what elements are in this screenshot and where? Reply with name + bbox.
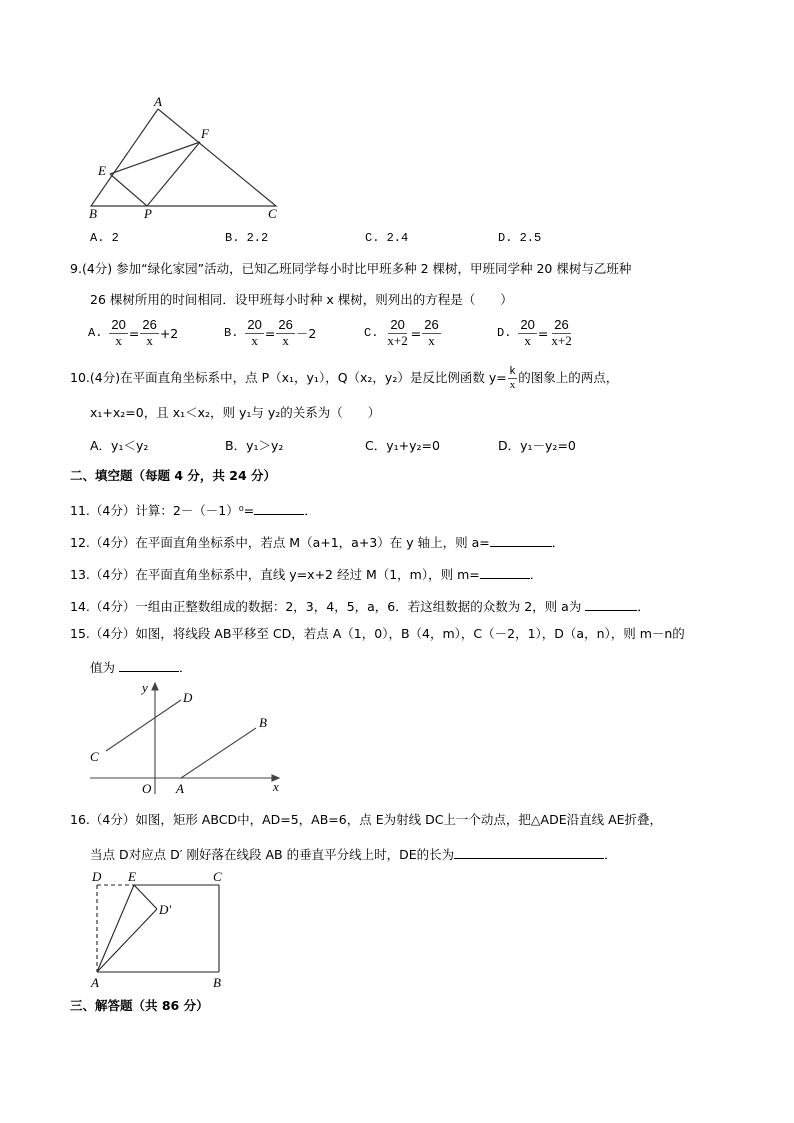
q11-text: 11.（4分）计算：2－（－1）⁰= — [70, 503, 255, 518]
q10-score: (4分) — [89, 369, 121, 385]
q10-option-a: A．y₁＜y₂ — [90, 438, 149, 453]
q10-line1 — [70, 365, 618, 391]
q16-line2: 当点 D对应点 D′ 刚好落在线段 AB 的垂直平分线上时，DE的长为 ． — [90, 847, 617, 862]
q9-line1 — [70, 263, 631, 276]
q10-option-d: D．y₁－y₂=0 — [498, 438, 576, 453]
label-A: A — [91, 975, 99, 990]
q10-option-b: B．y₁＞y₂ — [225, 438, 284, 453]
q15-line2: 值为 ． — [90, 660, 192, 675]
label-F: F — [201, 126, 209, 141]
axis-label-x: x — [273, 779, 279, 794]
q8-triangle-figure — [86, 94, 286, 220]
option-label: B. — [224, 326, 239, 341]
option-label: C. — [364, 326, 379, 341]
q11: 11.（4分）计算：2－（－1）⁰= ． — [70, 503, 317, 518]
q8-option-b: B. 2.2 — [225, 231, 269, 245]
q16-text-line2: 当点 D对应点 D′ 刚好落在线段 AB 的垂直平分线上时，DE的长为 — [90, 847, 455, 862]
label-D: D — [183, 690, 193, 705]
q8-option-c: C. 2.4 — [365, 231, 409, 245]
q13-answer-blank[interactable] — [480, 566, 530, 579]
label-E: E — [98, 163, 106, 178]
q16-rectangle-figure — [86, 866, 236, 990]
q11-answer-blank[interactable] — [254, 502, 304, 515]
q16-answer-blank[interactable] — [454, 846, 604, 859]
section2-heading: 二、填空题（每题 4 分，共 24 分） — [70, 468, 277, 483]
label-C: C — [90, 749, 99, 764]
option-label: D. — [497, 326, 512, 341]
q10-fraction: $\frac{k}{x}$ — [509, 365, 516, 391]
axis-label-y: y — [142, 680, 148, 695]
q9-option-d: D. $\frac{20}{x}$ = $\frac{26}{x+2}$ — [497, 317, 572, 348]
q9-text-line1: 参加“绿化家园”活动，已知乙班同学每小时比甲班多种 2 棵树，甲班同学种 20 棵树与乙班种 — [116, 261, 632, 276]
q10-option-c: C．y₁+y₂=0 — [365, 438, 440, 453]
label-C: C — [213, 869, 222, 884]
q15-text-line2: 值为 — [90, 660, 119, 675]
q12-answer-blank[interactable] — [490, 534, 552, 547]
label-P: P — [144, 206, 152, 220]
q10-number: 10. — [70, 369, 90, 385]
label-B: B — [259, 715, 267, 730]
q10-text-pre: 在平面直角坐标系中，点 P（x₁，y₁），Q（x₂，y₂）是反比例函数 y= — [120, 369, 507, 385]
q13-text: 13.（4分）在平面直角坐标系中，直线 y=x+2 经过 M（1，m），则 m= — [70, 567, 480, 582]
q9-line2: 26 棵树所用的时间相同．设甲班每小时种 x 棵树，则列出的方程是（ ） — [90, 292, 513, 307]
label-O: O — [142, 781, 152, 796]
q16-line1: 16.（4分）如图，矩形 ABCD中，AD=5，AB=6，点 E为射线 DC上一个动点，把△ADE沿直线 AE折叠， — [70, 812, 663, 827]
q13: 13.（4分）在平面直角坐标系中，直线 y=x+2 经过 M（1，m），则 m= ． — [70, 567, 543, 582]
q15-answer-blank[interactable] — [119, 659, 179, 672]
q14: 14.（4分）一组由正整数组成的数据：2，3，4，5，a，6．若这组数据的众数为 2，则 a为 ． — [70, 599, 650, 614]
q14-answer-blank[interactable] — [585, 598, 637, 611]
q9-option-c: C. $\frac{20}{x+2}$ = $\frac{26}{x}$ — [364, 317, 439, 348]
q14-text: 14.（4分）一组由正整数组成的数据：2，3，4，5，a，6．若这组数据的众数为 2，则 a为 — [70, 599, 586, 614]
label-D: D — [92, 869, 102, 884]
section3-heading: 三、解答题（共 86 分） — [70, 998, 209, 1013]
q8-option-a: A. 2 — [90, 231, 119, 245]
q9-number: 9. — [70, 261, 82, 276]
q15-coordinate-figure — [86, 678, 286, 800]
q10-text-post: 的图象上的两点， — [518, 369, 619, 385]
q9-option-b: B. $\frac{20}{x}$ = $\frac{26}{x}$ －2 — [224, 317, 317, 348]
q10-line2: x₁+x₂=0，且 x₁＜x₂，则 y₁与 y₂的关系为（ ） — [90, 405, 381, 420]
q9-option-a: A. $\frac{20}{x}$ = $\frac{26}{x}$ +2 — [88, 317, 179, 348]
label-B: B — [213, 975, 221, 990]
label-A: A — [154, 94, 162, 109]
label-D-prime: D′ — [159, 902, 172, 917]
label-B: B — [89, 206, 97, 220]
label-C: C — [268, 206, 277, 220]
q9-score: (4分) — [81, 261, 113, 276]
q12: 12.（4分）在平面直角坐标系中，若点 M（a+1，a+3）在 y 轴上，则 a= ． — [70, 535, 565, 550]
q12-text: 12.（4分）在平面直角坐标系中，若点 M（a+1，a+3）在 y 轴上，则 a= — [70, 535, 490, 550]
q8-option-d: D. 2.5 — [498, 231, 542, 245]
q15-line1: 15.（4分）如图，将线段 AB平移至 CD，若点 A（1，0），B（4，m），C（－2，1），D（a，n），则 m－n的 — [70, 626, 685, 641]
label-A: A — [176, 781, 184, 796]
label-E: E — [128, 869, 136, 884]
option-label: A. — [88, 326, 103, 341]
